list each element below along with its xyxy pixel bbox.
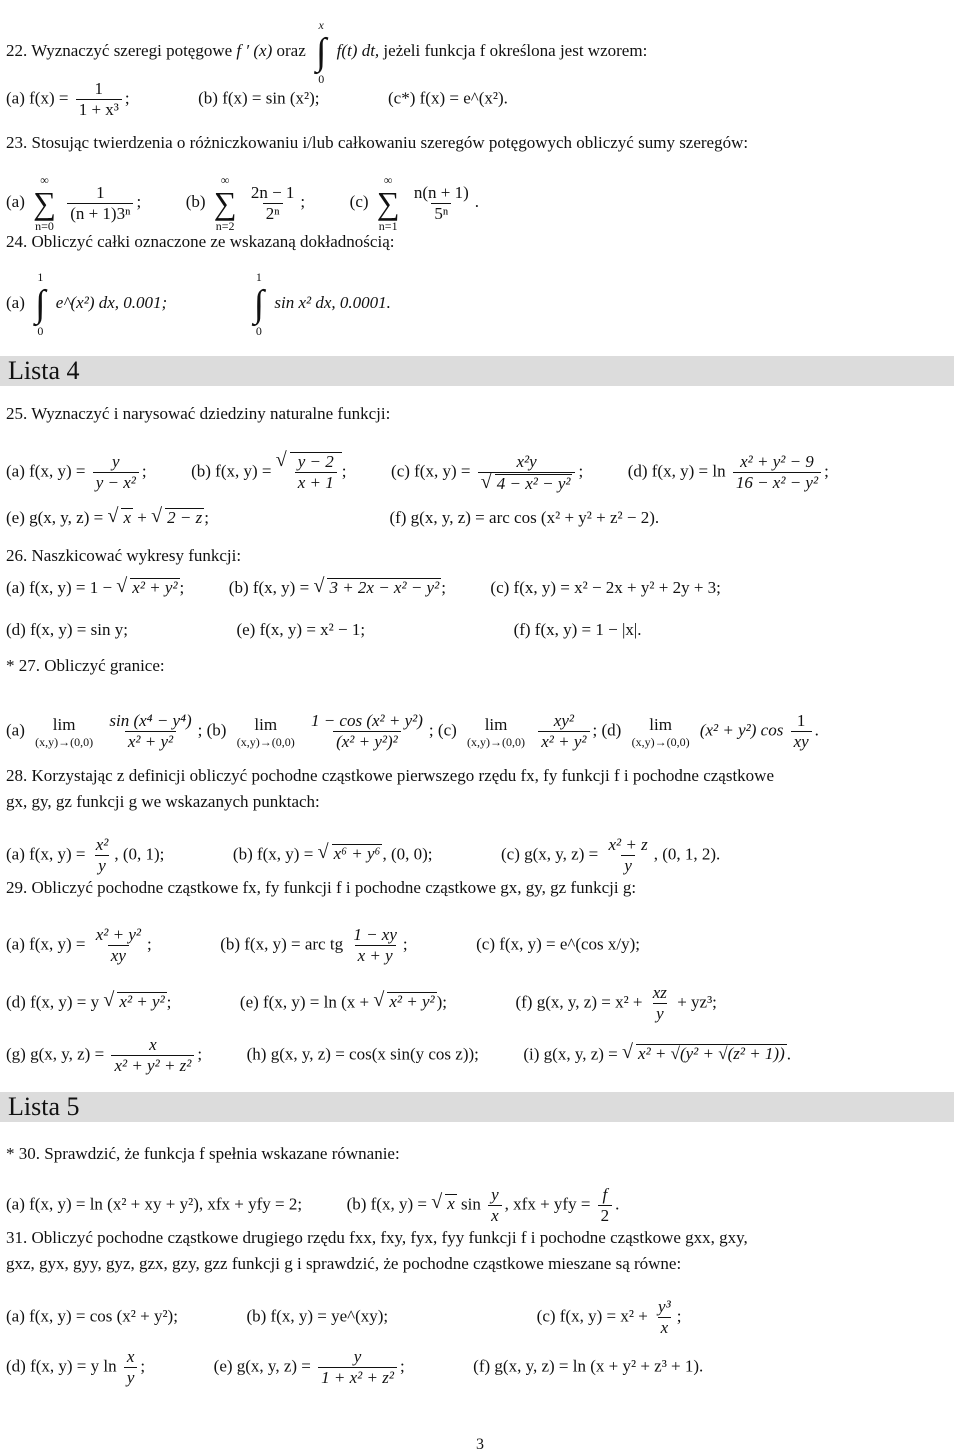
problem-28-head-2: gx, gy, gz funkcji g we wskazanych punktach: [6, 792, 320, 811]
problem-29-head: 29. Obliczyć pochodne cząstkowe fx, fy funkcji f i pochodne cząstkowe gx, gy, gz funkcji g: [6, 878, 637, 897]
problem-22-fprime: f ′ (x) [236, 40, 273, 60]
problem-22-tail: jeżeli funkcja f określona jest wzorem: [383, 40, 648, 60]
fraction: x²y √ 4 − x² − y² [478, 453, 576, 493]
square-root: √ x [445, 1194, 457, 1213]
problem-22-integrand: f(t) dt, [336, 40, 380, 60]
problem-23-items: (a) ∞ ∑ n=0 $\frac{1}{\text{(n + 1)3ⁿ}}$ ; (b) ∞ ∑ n=2 $\frac{2n - 1}{\text{2ⁿ}}$ ; (c) ∞ ∑ n=1 $\frac{n(n + 1)}{\text{5ⁿ}}$ . [6, 173, 480, 233]
problem-24-items: (a) 1 ∫ 0 e^(x²) dx, 0.001; 1 ∫ 0 sin x² dx, 0.0001. [6, 270, 391, 338]
fraction: $\frac{\text{1 − cos (x² + y²)}}{\text{(x² + y²)²}}$ [310, 711, 423, 751]
fraction: $\frac{y}{\text{1 + x² + z²}}$ [318, 1348, 397, 1387]
fraction: $\frac{n(n + 1)}{\text{5ⁿ}}$ [413, 182, 469, 223]
fraction: $\frac{1}{\text{(n + 1)3ⁿ}}$ [67, 184, 133, 223]
problem-30-items: (a) f(x, y) = ln (x² + xy + y²), xfx + yfy = 2; (b) f(x, y) = √ x sin $\frac{y}{x}$ , xfx + yfy = $\frac{f}{2}$ . [6, 1186, 619, 1225]
square-root: √ 3 + 2x − x² − y² [327, 578, 441, 597]
square-root: √ x⁶ + y⁶ [332, 844, 383, 863]
square-root: √ $\frac{y - 2}{x + 1}$ [290, 452, 342, 492]
fraction: $\frac{2n - 1}{\text{2ⁿ}}$ [250, 182, 295, 223]
fraction: $\frac{1 - xy}{x + y}$ [353, 925, 397, 965]
problem-24-head: 24. Obliczyć całki oznaczone ze wskazaną dokładnością: [6, 232, 395, 251]
problem-27-head: * 27. Obliczyć granice: [6, 656, 165, 675]
problem-22-head: 22. Wyznaczyć szeregi potęgowe [6, 40, 233, 60]
sum-sign: ∞ ∑ n=1 [376, 173, 400, 233]
fraction: $\frac{f}{2}$ [598, 1186, 613, 1225]
problem-26-row2: (d) f(x, y) = sin y; (e) f(x, y) = x² − 1; (f) f(x, y) = 1 − |x|. [6, 620, 642, 639]
item-b: (b) f(x) = sin (x²); [198, 88, 320, 108]
problem-31-head: 31. Obliczyć pochodne cząstkowe drugiego rzędu fxx, fxy, fyx, fyy funkcji f i pochodne cząstkowe gxx, gxy, [6, 1228, 748, 1247]
fraction: $\frac{xz}{y}$ [652, 983, 667, 1023]
fraction: $\frac{\text{x² + y² − 9}}{\text{16 − x² − y²}}$ [733, 453, 821, 492]
square-root: √ 2 − z [165, 508, 204, 527]
problem-26-row1: (a) f(x, y) = 1 − √ x² + y² ; (b) f(x, y) = √ 3 + 2x − x² − y² ; (c) f(x, y) = x² − 2x + y² + 2y + 3; [6, 578, 721, 598]
problem-29-row1: (a) f(x, y) = $\frac{\text{x² + y²}}{xy}$ ; (b) f(x, y) = arc tg $\frac{1 - xy}{x + y}$ ; (c) f(x, y) = e^(cos x/y); [6, 925, 641, 965]
problem-30-head: * 30. Sprawdzić, że funkcja f spełnia wskazane równanie: [6, 1144, 400, 1163]
limit-operator: lim (x,y)→(0,0) [631, 714, 690, 749]
problem-28-items: (a) f(x, y) = $\frac{\text{x²}}{y}$ , (0, 1); (b) f(x, y) = √ x⁶ + y⁶ , (0, 0); (c) g(x, y, z) = $\frac{\text{x² + z}}{y}$ , (0, 1, 2). [6, 836, 720, 875]
limit-operator: lim (x,y)→(0,0) [236, 714, 295, 749]
sum-sign: ∞ ∑ n=2 [213, 173, 237, 233]
problem-28-head: 28. Korzystając z definicji obliczyć pochodne cząstkowe pierwszego rzędu fx, fy funkcji f i pochodne cząstkowe [6, 766, 775, 785]
item-a-label: (a) f(x) = [6, 88, 69, 108]
fraction: $\frac{\text{sin (x⁴ − y⁴)}}{\text{x² + y²}}$ [109, 711, 192, 751]
integral-sign: 1 ∫ 0 [35, 270, 46, 338]
problem-23-head: 23. Stosując twierdzenia o różniczkowaniu i/lub całkowaniu szeregów potęgowych obliczyć sumy szeregów: [6, 133, 749, 152]
fraction: $\frac{y}{x}$ [488, 1186, 502, 1225]
problem-31-row2: (d) f(x, y) = y ln $\frac{x}{y}$ ; (e) g(x, y, z) = $\frac{y}{\text{1 + x² + z²}}$ ; (f) g(x, y, z) = ln (x + y² + z³ + 1). [6, 1347, 704, 1387]
problem-25-head: 25. Wyznaczyć i narysować dziedziny naturalne funkcji: [6, 404, 391, 423]
section-heading-lista-4: Lista 4 [0, 356, 954, 386]
problem-29-row3: (g) g(x, y, z) = $\frac{x}{\text{x² + y² + z²}}$ ; (h) g(x, y, z) = cos(x sin(y cos z)); (i) g(x, y, z) = √ x² + √(y² + √(z² + 1)) . [6, 1036, 791, 1075]
page-number: 3 [476, 1436, 484, 1453]
fraction: $\frac{\text{x²}}{y}$ [95, 835, 109, 875]
fraction: $\frac{1}{xy}$ [791, 712, 812, 751]
limit-operator: lim (x,y)→(0,0) [35, 714, 94, 749]
problem-25-row2: (e) g(x, y, z) = √ x + √ 2 − z ; (f) g(x, y, z) = arc cos (x² + y² + z² − 2). [6, 508, 659, 528]
fraction: $\frac{\text{x² + z}}{y}$ [608, 835, 648, 875]
square-root: √ x [121, 508, 133, 527]
sum-sign: ∞ ∑ n=0 [33, 173, 56, 233]
integral-sign: 1 ∫ 0 [253, 270, 265, 338]
problem-31-head-2: gxz, gyx, gyy, gyz, gzx, gzy, gzz funkcji g i sprawdzić, że pochodne cząstkowe mieszane są równe: [6, 1254, 682, 1273]
square-root: √ x² + √(y² + √(z² + 1)) [636, 1044, 787, 1063]
fraction: $\frac{\text{xy²}}{\text{x² + y²}}$ [538, 712, 589, 751]
problem-31-row1: (a) f(x, y) = cos (x² + y²); (b) f(x, y) = ye^(xy); (c) f(x, y) = x² + $\frac{\text{y³}}{x}$ ; [6, 1297, 682, 1337]
problem-26-head: 26. Naszkicować wykresy funkcji: [6, 546, 242, 565]
square-root: √ x² + y² [117, 992, 166, 1011]
fraction: $\frac{x}{y}$ [124, 1348, 138, 1387]
problem-25-row1: (a) f(x, y) = $\frac{y}{\text{y − x²}}$ ; (b) f(x, y) = √ $\frac{y - 2}{x + 1}$ ; (c) f(x, y) = x²y √ 4 − x² − y² ; (d) f(x, y) = ln $\frac{\text{x² + y² − 9}}{\text{16 − x² − y²}}$ ; [6, 452, 829, 493]
fraction: $\frac{1}{\text{1 + x³}}$ [76, 80, 122, 119]
square-root: √ x² + y² [130, 578, 179, 597]
limit-operator: lim (x,y)→(0,0) [467, 714, 526, 749]
problem-22-line [6, 18, 647, 86]
section-heading-lista-5: Lista 5 [0, 1092, 954, 1122]
problem-22-items: (a) f(x) = $\frac{1}{\text{1 + x³}}$ ; (b) f(x) = sin (x²); (c*) f(x) = e^(x²). [6, 79, 508, 119]
fraction: $\frac{\text{y³}}{x}$ [658, 1297, 671, 1337]
fraction: $\frac{\text{x² + y²}}{xy}$ [95, 925, 141, 965]
integral-sign: x ∫ 0 [316, 18, 327, 86]
item-c: (c*) f(x) = e^(x²). [388, 88, 508, 108]
fraction: $\frac{y}{\text{y − x²}}$ [93, 453, 139, 492]
problem-27-items: (a) lim (x,y)→(0,0) $\frac{\text{sin (x⁴ − y⁴)}}{\text{x² + y²}}$ ; (b) lim (x,y)→(0,0) $\frac{\text{1 − cos (x² + y²)}}{\text{(x² + y²)²}}$ ; (c) lim (x,y)→(0,0) $\frac{\text{xy²}}{\text{x² + y²}}$ ; (d) lim (x,y)→(0,0) (x² + y²) cos $\frac{1}{xy}$ . [6, 711, 819, 751]
problem-22-oraz: oraz [276, 40, 306, 60]
square-root: √ x² + y² [387, 992, 436, 1011]
problem-29-row2: (d) f(x, y) = y √ x² + y² ; (e) f(x, y) = ln (x + √ x² + y² ); (f) g(x, y, z) = x² + $\frac{xz}{y}$ + yz³; [6, 984, 717, 1023]
fraction: $\frac{x}{\text{x² + y² + z²}}$ [111, 1036, 194, 1075]
